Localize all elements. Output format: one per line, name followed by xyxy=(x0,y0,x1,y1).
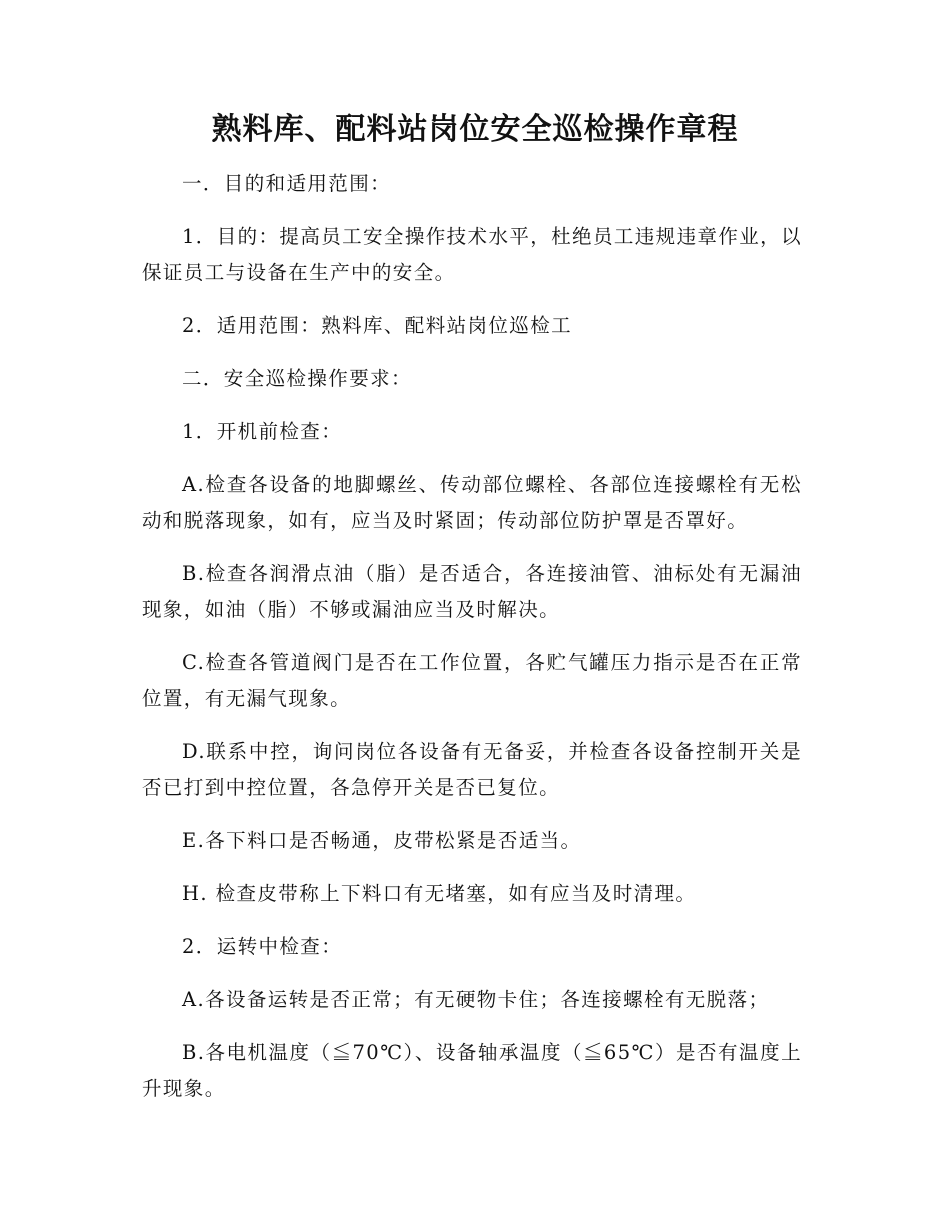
section-heading-requirements: 二．安全巡检操作要求： xyxy=(182,367,412,390)
section-heading-purpose-scope: 一．目的和适用范围： xyxy=(182,172,392,195)
paragraph-check-c: C.检查各管道阀门是否在工作位置，各贮气罐压力指示是否在正常位置，有无漏气现象。 xyxy=(142,651,802,710)
paragraph-scope: 2．适用范围：熟料库、配料站岗位巡检工 xyxy=(182,314,573,337)
document-body xyxy=(142,166,802,1124)
paragraph-check-a: A.检查各设备的地脚螺丝、传动部位螺栓、各部位连接螺栓有无松动和脱落现象，如有，应当及时紧固；传动部位防护罩是否罩好。 xyxy=(142,473,802,532)
paragraph-check-e: E.各下料口是否畅通，皮带松紧是否适当。 xyxy=(182,829,582,852)
paragraph-purpose: 1．目的：提高员工安全操作技术水平，杜绝员工违规违章作业，以保证员工与设备在生产中的安全。 xyxy=(142,225,802,284)
subheading-pre-start-check: 1．开机前检查： xyxy=(182,420,343,443)
paragraph-running-a: A.各设备运转是否正常；有无硬物卡住；各连接螺栓有无脱落； xyxy=(182,988,770,1011)
paragraph-check-b: B.检查各润滑点油（脂）是否适合，各连接油管、油标处有无漏油现象，如油（脂）不够或漏油应当及时解决。 xyxy=(142,562,802,621)
paragraph-check-d: D.联系中控，询问岗位各设备有无备妥，并检查各设备控制开关是否已打到中控位置，各急停开关是否已复位。 xyxy=(142,740,802,799)
paragraph-running-b: B.各电机温度（≦70℃）、设备轴承温度（≦65℃）是否有温度上升现象。 xyxy=(142,1041,802,1100)
subheading-running-check: 2．运转中检查： xyxy=(182,935,343,958)
paragraph-check-h: H. 检查皮带称上下料口有无堵塞，如有应当及时清理。 xyxy=(182,882,697,905)
document-title: 熟料库、配料站岗位安全巡检操作章程 xyxy=(211,112,739,147)
